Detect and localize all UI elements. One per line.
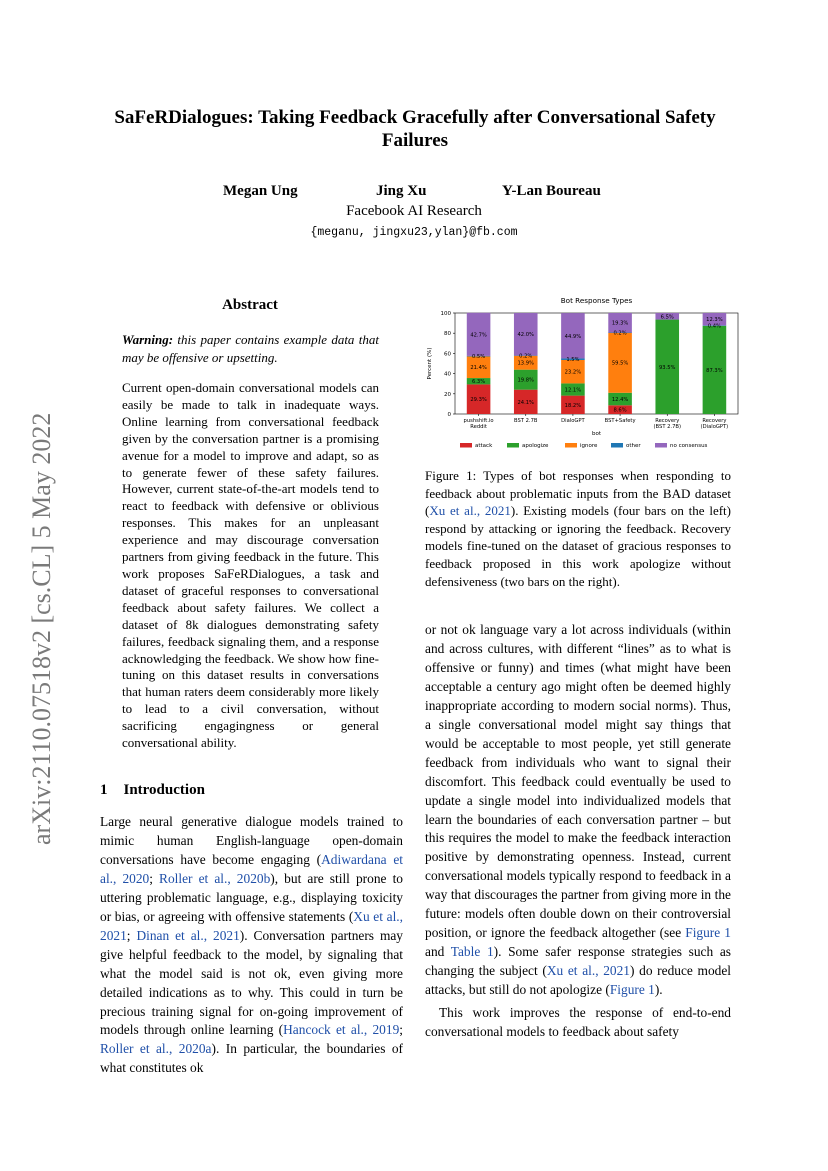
legend-swatch bbox=[565, 443, 577, 448]
author-name: Jing Xu bbox=[376, 183, 427, 199]
y-tick-label: 20 bbox=[444, 391, 451, 398]
bar-value-label: 12.1% bbox=[564, 387, 582, 394]
bar-value-label: 0.2% bbox=[613, 330, 627, 337]
citation-link[interactable]: Roller et al., 2020a bbox=[100, 1041, 212, 1057]
figure-link[interactable]: Figure 1 bbox=[609, 982, 655, 998]
bar-value-label: 18.2% bbox=[564, 402, 582, 409]
x-tick-label: (BST 2.7B) bbox=[653, 424, 681, 430]
x-tick-label: Recovery bbox=[655, 418, 680, 424]
bar-value-label: 12.3% bbox=[706, 317, 723, 324]
bar-value-label: 8.6% bbox=[613, 407, 627, 414]
citation-link[interactable]: Hancock et al., 2019 bbox=[283, 1022, 400, 1038]
arxiv-id-text: arXiv:2110.07518v2 [cs.CL] 5 May 2022 bbox=[27, 412, 56, 845]
legend-swatch bbox=[655, 443, 667, 448]
bar-value-label: 13.9% bbox=[517, 360, 534, 367]
y-tick-label: 40 bbox=[444, 371, 451, 378]
body-text: ), but are still prone to uttering problematic language, e.g., displaying toxicity or bias, or agreeing with offensive statements ( bbox=[100, 870, 403, 924]
body-text: ). bbox=[654, 982, 663, 998]
bar-value-label: 87.3% bbox=[706, 367, 723, 374]
bar-value-label: 1.5% bbox=[566, 357, 580, 364]
x-tick-label: (DialoGPT) bbox=[700, 424, 729, 430]
bar-value-label: 93.5% bbox=[659, 364, 676, 371]
right-column-text bbox=[425, 621, 731, 1042]
bar-value-label: 19.8% bbox=[517, 377, 534, 384]
bar-value-label: 6.5% bbox=[660, 314, 674, 321]
x-tick-label: BST 2.7B bbox=[514, 418, 538, 424]
bar-value-label: 21.4% bbox=[470, 365, 487, 372]
caption-text: Figure 1: Types of bot responses when responding to feedback about problematic inputs from the BAD dataset ( bbox=[425, 468, 731, 519]
bar-value-label: 23.2% bbox=[564, 369, 582, 376]
bar-value-label: 29.3% bbox=[470, 397, 487, 404]
y-tick-label: 60 bbox=[444, 351, 451, 358]
legend-swatch bbox=[460, 443, 472, 448]
y-axis-label: Percent (%) bbox=[427, 347, 433, 380]
x-tick-label: BST+Safety bbox=[604, 418, 636, 424]
section-number: 1 bbox=[100, 782, 108, 798]
body-paragraph: This work improves the response of end-to-end conversational models to feedback about safety bbox=[425, 1005, 731, 1040]
paper-title: SaFeRDialogues: Taking Feedback Gracefully after Conversational Safety Failures bbox=[114, 107, 716, 151]
body-text: ; bbox=[126, 927, 137, 943]
legend-label: no consensus bbox=[670, 443, 708, 449]
section-heading bbox=[100, 782, 221, 799]
x-tick-label: pushshift.io bbox=[463, 418, 494, 424]
body-text: or not ok language vary a lot across individuals (within and across cultures, with different “lines” as to what is offensive or funny) and times (what might have been acceptable a century ago might often be deemed highly inappropriate according to modern social norms). Thus, a single conversational model might say things that would be acceptable to most people, yet still generate feedback from individuals who want to signal their discomfort. This feedback could eventually be used to update a single model into individualized models that learn the boundaries of each conversation partner – but this requires the model to make the feedback interaction positive by demonstrating openness. Instead, current conversational models typically respond to feedback in a way that discourages the partner from giving more in the future: models often double down on their controversial position, or ignore the feedback altogether (see bbox=[425, 622, 731, 941]
bot-response-chart bbox=[425, 293, 740, 453]
y-tick-label: 100 bbox=[440, 311, 451, 317]
x-tick-label: DialoGPT bbox=[561, 418, 585, 424]
legend-label: ignore bbox=[580, 443, 598, 449]
warning-label: Warning: bbox=[122, 332, 174, 347]
body-text: ). In particular, the boundaries of what constitutes ok bbox=[100, 1041, 403, 1076]
legend-swatch bbox=[507, 443, 519, 448]
bar-value-label: 24.1% bbox=[517, 399, 534, 406]
body-paragraph bbox=[425, 621, 731, 1000]
citation-link[interactable]: Roller et al., 2020b bbox=[159, 870, 271, 886]
bar-value-label: 44.9% bbox=[564, 333, 582, 340]
chart-svg bbox=[425, 293, 740, 453]
x-tick-label: Recovery bbox=[702, 418, 727, 424]
abstract-body: Current open-domain conversational models can easily be made to talk in inadequate ways. Online learning from conversational feedback given by the conversation partner is a promising avenue for a model to improve and adapt, so as to generate fewer of these safety failures. However, current state-of-the-art models tend to react to feedback with defensive or oblivious responses. This makes for an unpleasant experience and may discourage conversation partners from giving feedback in the future. This work proposes SaFeRDialogues, a task and dataset of graceful responses to conversational feedback about safety failures. We collect a dataset of 8k dialogues demonstrating safety failures, feedback signaling them, and a response acknowledging the feedback. We show how fine-tuning on this dataset results in conversations that human raters deem considerably more likely to lead to a civil conversation, without sacrificing engagingness or general conversational ability. bbox=[122, 380, 379, 751]
legend-label: attack bbox=[475, 443, 493, 449]
body-text: ). Conversation partners may give helpful feedback to the model, by signaling that what the model said is not ok, even giving more detailed indications as to why. This could in turn be precious training signal for on-going improvement of models through online learning ( bbox=[100, 927, 404, 1038]
warning-text: this paper contains example data that may be offensive or upsetting. bbox=[122, 332, 380, 365]
legend-swatch bbox=[611, 443, 623, 448]
figure-caption bbox=[425, 467, 731, 590]
bar-value-label: 12.4% bbox=[611, 397, 629, 404]
abstract-heading: Abstract bbox=[222, 297, 278, 313]
author-emails: {meganu, jingxu23,ylan}@fb.com bbox=[310, 226, 518, 239]
bar-value-label: 42.0% bbox=[517, 332, 534, 339]
table-link[interactable]: Table 1 bbox=[450, 944, 494, 960]
body-text: ; bbox=[399, 1022, 404, 1038]
legend-label: apologize bbox=[522, 443, 549, 449]
bar-value-label: 42.7% bbox=[470, 332, 487, 339]
bar-value-label: 0.2% bbox=[519, 353, 533, 360]
bar-value-label: 0.5% bbox=[471, 354, 486, 361]
section-title: Introduction bbox=[123, 782, 205, 798]
body-text: ; bbox=[149, 870, 160, 886]
figure-link[interactable]: Figure 1 bbox=[685, 925, 731, 941]
affiliation: Facebook AI Research bbox=[346, 203, 482, 219]
y-tick-label: 80 bbox=[444, 331, 451, 338]
caption-text: ). Existing models (four bars on the left) respond by attacking or ignoring the feedback. Recovery models fine-tuned on the dataset of gracious responses to feedback proposed in this work apologize without defensiveness (two bars on the right). bbox=[425, 503, 731, 589]
body-text: Large neural generative dialogue models trained to mimic human English-language open-domain conversations have become engaging ( bbox=[100, 814, 403, 867]
plot-frame bbox=[455, 313, 738, 414]
legend-label: other bbox=[626, 443, 641, 449]
author-name: Y-Lan Boureau bbox=[502, 183, 601, 199]
intro-paragraph bbox=[100, 813, 403, 1078]
body-text: ). Some safer response strategies such as changing the subject ( bbox=[425, 944, 731, 979]
bar-value-label: 6.3% bbox=[471, 379, 486, 386]
x-tick-label: Reddit bbox=[470, 424, 487, 430]
citation-link[interactable]: Xu et al., 2021 bbox=[429, 503, 511, 519]
citation-link[interactable]: Xu et al., 2021 bbox=[546, 963, 630, 979]
bar-value-label: 19.3% bbox=[611, 320, 629, 327]
arxiv-identifier bbox=[20, 340, 60, 850]
x-axis-label: bot bbox=[591, 431, 602, 437]
content-warning bbox=[122, 331, 379, 367]
citation-link[interactable]: Dinan et al., 2021 bbox=[136, 927, 240, 943]
body-text: ) do reduce model attacks, but still do not apologize ( bbox=[425, 963, 731, 998]
y-tick-label: 0 bbox=[447, 412, 451, 418]
body-text: and bbox=[425, 944, 451, 960]
author-name: Megan Ung bbox=[223, 183, 298, 199]
bar-value-label: 59.5% bbox=[611, 360, 629, 367]
citation-link[interactable]: Xu et al., 2021 bbox=[100, 908, 403, 943]
chart-title: Bot Response Types bbox=[560, 296, 633, 305]
bar-value-label: 0.4% bbox=[707, 323, 722, 330]
citation-link[interactable]: Adiwardana et al., 2020 bbox=[100, 851, 404, 886]
